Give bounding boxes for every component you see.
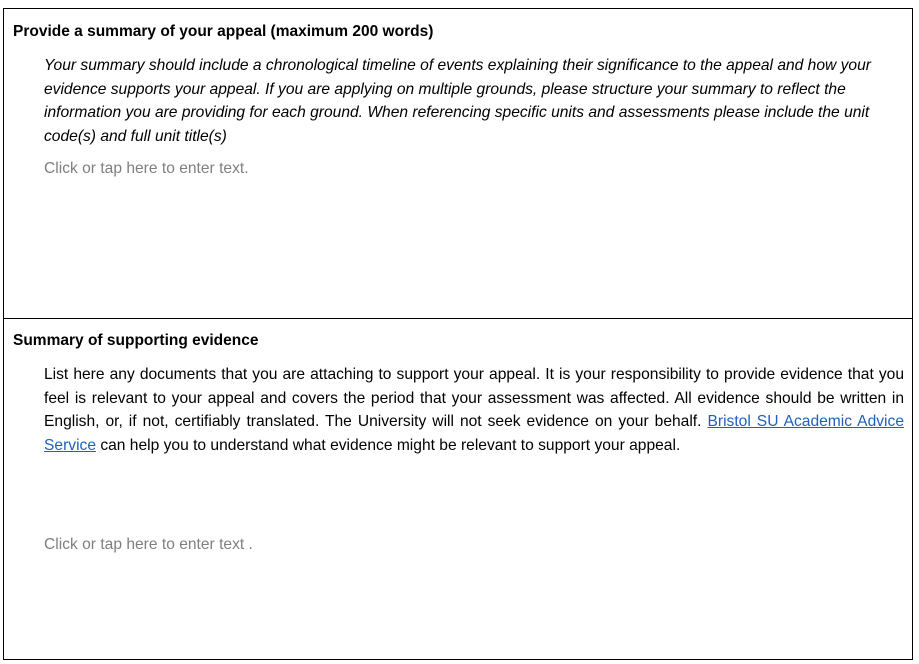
appeal-summary-instructions: Your summary should include a chronological timeline of events explaining their significance to the appeal and how your evidence supports your appeal. If you are applying on multiple grounds, please structure your summary to reflect the information you are providing for each ground. When referencing specific units and assessments please include the unit code(s) and full unit title(s) bbox=[44, 57, 871, 145]
supporting-evidence-instructions bbox=[44, 363, 904, 457]
appeal-summary-heading: Provide a summary of your appeal (maximum 200 words) bbox=[13, 23, 434, 40]
supporting-evidence-section bbox=[4, 319, 912, 659]
academic-advice-service-link[interactable]: Bristol SU Academic Advice Service bbox=[44, 413, 904, 454]
appeal-form-table bbox=[3, 8, 913, 660]
supporting-evidence-text-field[interactable]: Click or tap here to enter text . bbox=[44, 536, 253, 553]
supporting-evidence-instructions-text: List here any documents that you are attaching to support your appeal. It is your responsibility to provide evidence that you feel is relevant to your appeal and covers the period that your assessment was affected. All evidence should be written in English, or, if not, certifiably translated. The University will not seek evidence on your behalf. bbox=[44, 366, 904, 430]
appeal-summary-section bbox=[4, 9, 912, 319]
supporting-evidence-heading: Summary of supporting evidence bbox=[13, 332, 259, 349]
appeal-summary-text-field[interactable]: Click or tap here to enter text. bbox=[44, 160, 249, 177]
supporting-evidence-instructions-text-end: can help you to understand what evidence might be relevant to support your appeal. bbox=[96, 436, 681, 454]
